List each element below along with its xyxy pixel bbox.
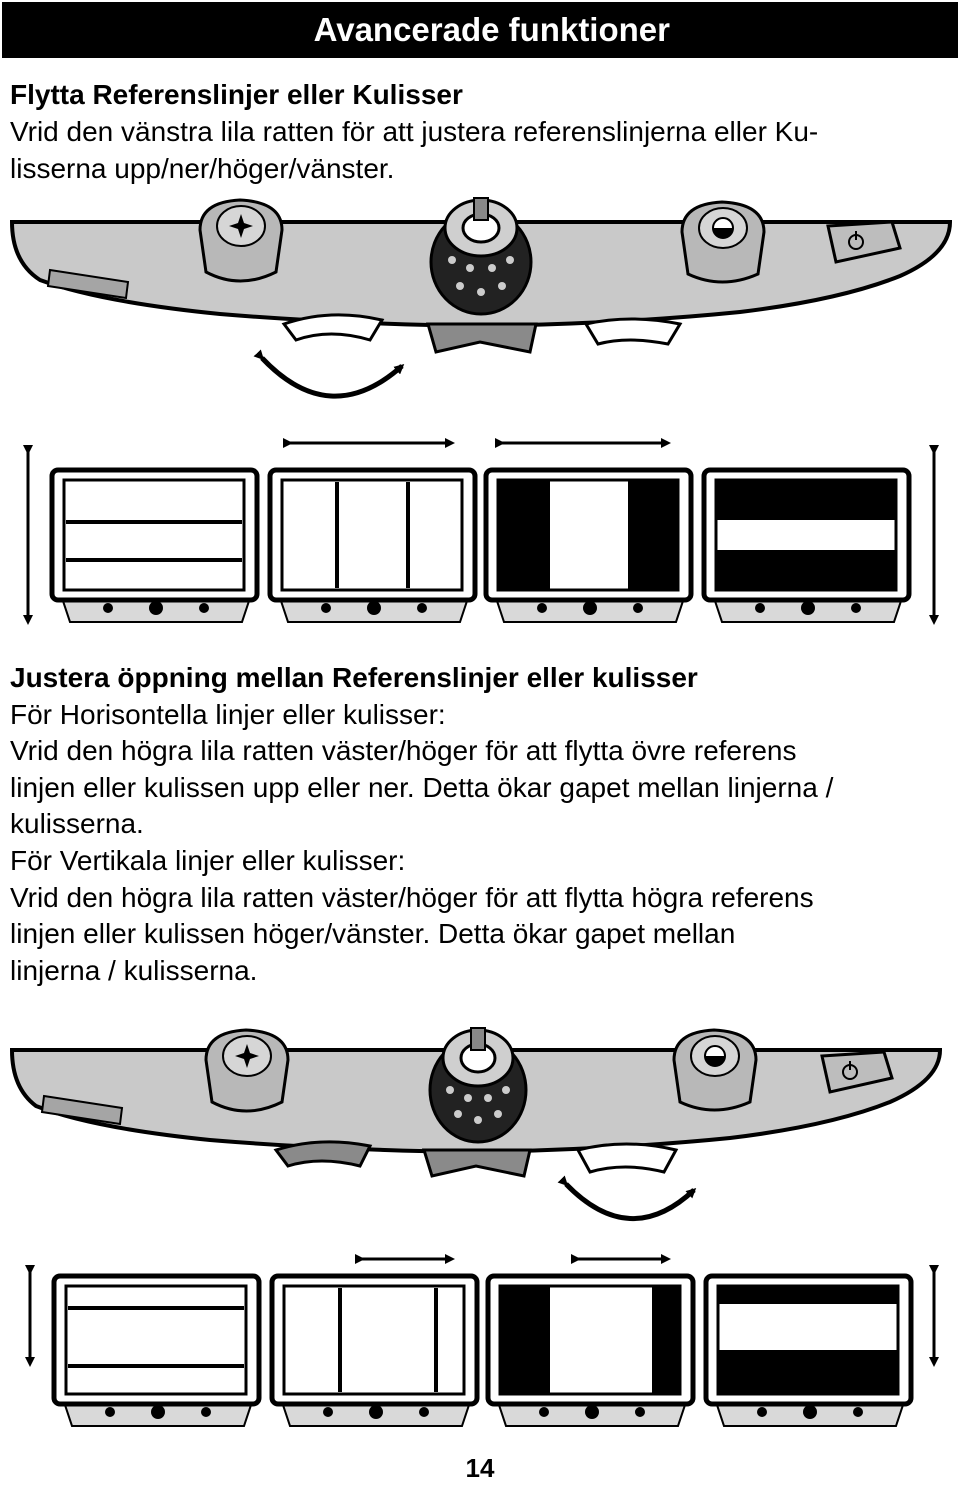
monitor-horizontal-lines: [52, 470, 257, 622]
body-line: linjen eller kulissen höger/vänster. Detta ökar gapet mellan: [10, 918, 736, 950]
monitor-horizontal-curtain: [704, 470, 909, 622]
device-illustration: [12, 1028, 940, 1176]
monitor-vertical-lines: [272, 1276, 477, 1426]
rotate-arrow-icon: [566, 1184, 694, 1219]
figure-adjust-gap: [0, 1010, 960, 1450]
device-illustration: [12, 198, 950, 352]
rotate-arrow-icon: [262, 358, 402, 396]
gear-icon: [206, 1030, 288, 1111]
body-line: kulisserna.: [10, 808, 144, 840]
body-line: Vrid den vänstra lila ratten för att justera referenslinjerna eller Ku-: [10, 116, 819, 147]
body-line: Vrid den högra lila ratten väster/höger för att flytta övre referens: [10, 735, 797, 767]
monitor-horizontal-lines: [54, 1276, 259, 1426]
body-line: För Vertikala linjer eller kulisser:: [10, 844, 406, 876]
contrast-knob-icon: [682, 202, 764, 282]
header-title: Avancerade funktioner: [313, 11, 670, 48]
body-line: linjerna / kulisserna.: [10, 954, 258, 986]
contrast-knob-icon: [674, 1030, 756, 1110]
figure-move-lines: [0, 190, 960, 640]
page-number: 14: [465, 1453, 495, 1483]
body-line: lisserna upp/ner/höger/vänster.: [10, 153, 395, 184]
monitor-vertical-curtain: [488, 1276, 693, 1426]
zoom-dial-icon: [430, 1028, 526, 1142]
monitor-horizontal-curtain: [706, 1276, 911, 1426]
zoom-dial-icon: [431, 198, 531, 314]
body-line: linjen eller kulissen upp eller ner. Detta ökar gapet mellan linjerna /: [10, 771, 834, 803]
body-line: För Horisontella linjer eller kulisser:: [10, 698, 446, 730]
page-header: [2, 2, 958, 58]
section-move-lines: [10, 76, 940, 187]
section-adjust-gap: [10, 660, 945, 989]
monitor-vertical-curtain: [486, 470, 691, 622]
section-heading: Flytta Referenslinjer eller Kulisser: [10, 79, 463, 110]
gear-icon: [200, 200, 282, 281]
body-line: Vrid den högra lila ratten väster/höger för att flytta högra referens: [10, 881, 814, 913]
monitor-vertical-lines: [270, 470, 475, 622]
section-heading: Justera öppning mellan Referenslinjer eller kulisser: [10, 662, 698, 693]
